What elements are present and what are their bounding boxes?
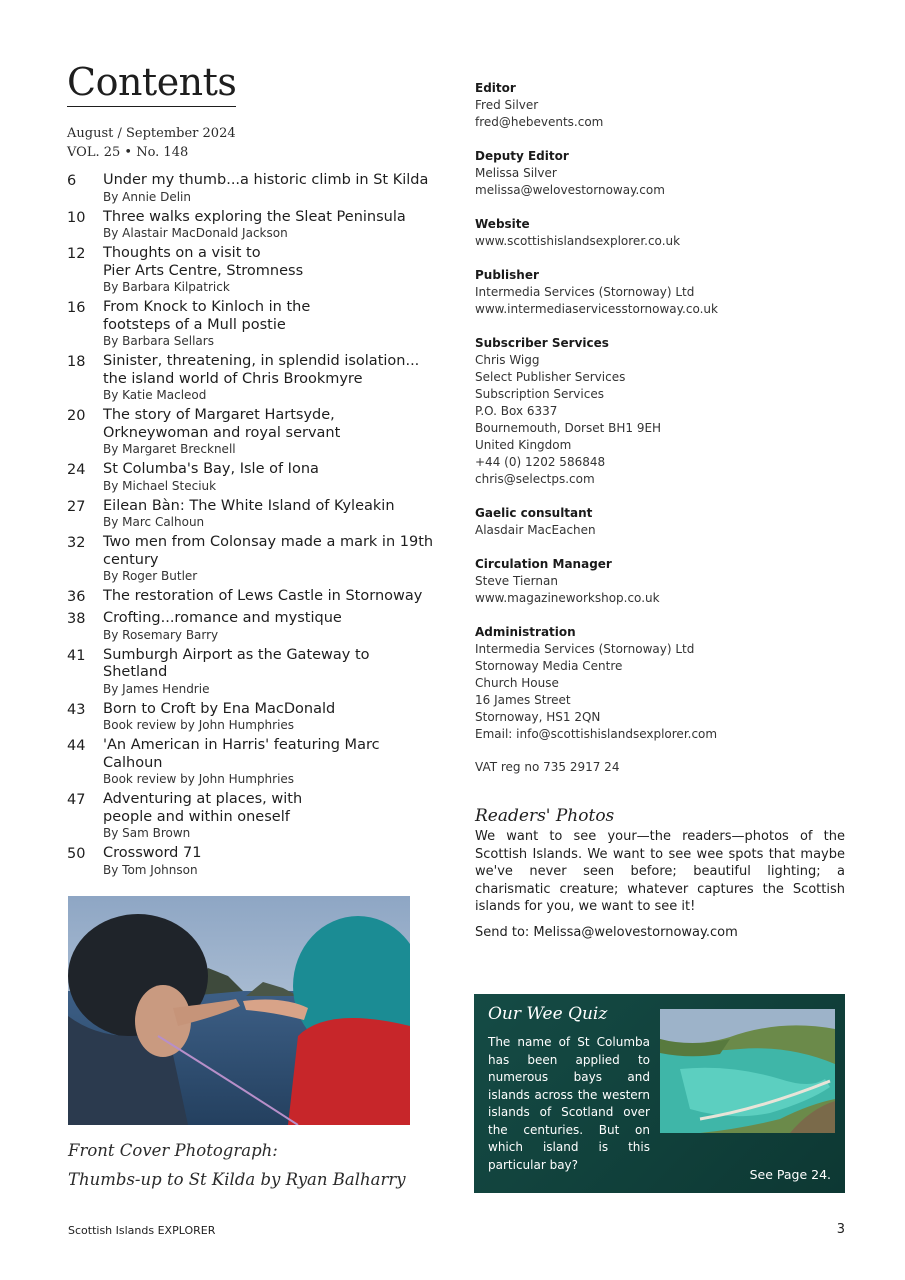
toc-entry-body: [103, 647, 437, 697]
toc-title: Sinister, threatening, in splendid isolation... the island world of Chris Brookmyre: [103, 353, 420, 387]
cover-caption: [68, 1136, 406, 1194]
quiz-title: Our Wee Quiz: [488, 1004, 608, 1024]
credit-line: Stornoway, HS1 2QN: [475, 710, 601, 724]
toc-entry: [67, 737, 437, 787]
toc-author: By Barbara Sellars: [103, 334, 214, 348]
toc-page-number: 32: [67, 535, 86, 551]
credit-line: fred@hebevents.com: [475, 115, 604, 129]
toc-title: Adventuring at places, with people and within oneself: [103, 791, 303, 825]
toc-page-number: 36: [67, 589, 86, 605]
toc-page-number: 27: [67, 498, 86, 515]
toc-page-number: 24: [67, 462, 86, 478]
toc-author: Book review by John Humphries: [103, 718, 295, 732]
credit-line: United Kingdom: [475, 438, 572, 452]
credit-line: melissa@welovestornoway.com: [475, 183, 665, 197]
toc-page-number: 50: [67, 846, 86, 862]
credit-line: Intermedia Services (Stornoway) Ltd: [475, 285, 695, 299]
cover-photo-image: [68, 896, 410, 1125]
credit-block: [475, 335, 845, 488]
credit-block: [475, 624, 845, 743]
toc-entry-body: [103, 498, 437, 531]
credit-line: Stornoway Media Centre: [475, 659, 623, 673]
credit-block: [475, 148, 845, 199]
toc-page-number: 43: [67, 701, 86, 718]
toc-page-number: 6: [67, 173, 77, 189]
credits-list: [475, 80, 845, 743]
credit-line: www.magazineworkshop.co.uk: [475, 591, 660, 605]
credit-line: Bournemouth, Dorset BH1 9EH: [475, 421, 662, 435]
toc-page-number: 16: [67, 300, 86, 316]
toc-entry-body: [103, 845, 437, 878]
toc-title: The story of Margaret Hartsyde, Orkneywoman and royal servant: [103, 407, 341, 441]
credit-heading: Administration: [475, 625, 576, 639]
credit-block: [475, 216, 845, 250]
credit-block: [475, 80, 845, 131]
toc-entry: [67, 701, 437, 734]
toc-author: By Roger Butler: [103, 569, 198, 583]
toc-page-number: 41: [67, 647, 86, 664]
toc-entry-body: [103, 737, 437, 787]
credit-line: P.O. Box 6337: [475, 404, 558, 418]
toc-page-number: 18: [67, 354, 86, 370]
readers-photos-body: We want to see your—the readers—photos of the Scottish Islands. We want to see wee spots that maybe we've never seen before; beautiful lighting; a charismatic creature; whatever captures the Scottish islands for you, we want to see it!: [475, 829, 845, 914]
toc-author: By Michael Steciuk: [103, 478, 217, 493]
toc-title: 'An American in Harris' featuring Marc Calhoun: [103, 737, 380, 771]
credit-heading: Deputy Editor: [475, 149, 569, 163]
table-of-contents: [67, 172, 437, 878]
toc-author: By Margaret Brecknell: [103, 442, 236, 456]
cover-photo: [68, 896, 410, 1125]
toc-title: Crofting...romance and mystique: [103, 610, 342, 626]
quiz-photo: [660, 1009, 835, 1133]
credit-line: Chris Wigg: [475, 353, 540, 367]
toc-entry: [67, 353, 437, 403]
toc-page-number: 10: [67, 209, 86, 226]
toc-entry: [67, 498, 437, 531]
credit-block: [475, 556, 845, 607]
toc-entry: [67, 845, 437, 878]
credit-heading: Circulation Manager: [475, 557, 612, 571]
credit-line: www.intermediaservicesstornoway.co.uk: [475, 302, 718, 316]
toc-entry: [67, 791, 437, 841]
credit-heading: Website: [475, 217, 530, 231]
toc-page-number: 12: [67, 246, 86, 262]
credit-line: Steve Tiernan: [475, 574, 558, 588]
credit-line: chris@selectps.com: [475, 472, 595, 486]
toc-entry-body: [103, 534, 437, 584]
toc-entry: [67, 588, 437, 606]
toc-entry-body: [103, 299, 437, 349]
toc-author: By Sam Brown: [103, 826, 191, 840]
toc-page-number: 38: [67, 611, 86, 627]
toc-title: Under my thumb...a historic climb in St Kilda: [103, 172, 429, 188]
toc-author: By Katie Macleod: [103, 388, 207, 402]
credit-block: [475, 267, 845, 318]
credit-heading: Publisher: [475, 268, 539, 282]
readers-send-to: Send to: Melissa@welovestornoway.com: [475, 924, 738, 940]
toc-title: Sumburgh Airport as the Gateway to Shetland: [103, 646, 370, 680]
toc-entry-body: [103, 407, 437, 457]
quiz-see-page: See Page 24.: [749, 1167, 831, 1182]
page-title: Contents: [67, 60, 236, 107]
toc-author: Book review by John Humphries: [103, 772, 295, 786]
toc-author: By Alastair MacDonald Jackson: [103, 226, 288, 240]
toc-entry-body: [103, 610, 437, 643]
credit-line: www.scottishislandsexplorer.co.uk: [475, 234, 681, 248]
toc-entry: [67, 245, 437, 295]
toc-author: By James Hendrie: [103, 681, 210, 696]
credit-line: Church House: [475, 676, 559, 690]
toc-page-number: 44: [67, 738, 86, 754]
toc-author: By Barbara Kilpatrick: [103, 280, 230, 294]
vat-number: VAT reg no 735 2917 24: [475, 760, 620, 774]
credit-line: 16 James Street: [475, 693, 571, 707]
toc-entry: [67, 461, 437, 494]
issue-info: [67, 124, 437, 162]
toc-title: The restoration of Lews Castle in Stornoway: [103, 588, 423, 604]
credit-line: Subscription Services: [475, 387, 604, 401]
toc-entry-body: [103, 245, 437, 295]
toc-title: From Knock to Kinloch in the footsteps of a Mull postie: [103, 299, 311, 333]
toc-author: By Annie Delin: [103, 189, 191, 204]
toc-entry: [67, 534, 437, 584]
toc-page-number: 47: [67, 792, 86, 808]
toc-entry: [67, 407, 437, 457]
toc-page-number: 20: [67, 408, 86, 424]
toc-title: Crossword 71: [103, 845, 202, 861]
toc-entry-body: [103, 461, 437, 494]
toc-title: Two men from Colonsay made a mark in 19th century: [103, 534, 434, 568]
toc-author: By Rosemary Barry: [103, 627, 219, 642]
toc-author: By Marc Calhoun: [103, 515, 205, 529]
toc-title: Eilean Bàn: The White Island of Kyleakin: [103, 497, 395, 514]
issue-volume: VOL. 25 • No. 148: [67, 145, 189, 160]
toc-entry: [67, 172, 437, 205]
credit-heading: Subscriber Services: [475, 336, 609, 350]
toc-title: Three walks exploring the Sleat Peninsula: [103, 208, 406, 225]
credits-column: [475, 80, 845, 774]
readers-photos-title: Readers' Photos: [475, 806, 615, 826]
quiz-bay-image: [660, 1009, 835, 1133]
credit-line: Email: info@scottishislandsexplorer.com: [475, 727, 718, 741]
credit-heading: Gaelic consultant: [475, 506, 593, 520]
toc-title: Born to Croft by Ena MacDonald: [103, 700, 336, 717]
quiz-box: [474, 994, 845, 1193]
toc-entry-body: [103, 701, 437, 734]
cover-caption-line1: Front Cover Photograph:: [68, 1141, 278, 1160]
toc-title: Thoughts on a visit to Pier Arts Centre, Stromness: [103, 245, 304, 279]
toc-entry-body: [103, 588, 437, 606]
contents-column: [67, 60, 437, 882]
toc-entry: [67, 299, 437, 349]
toc-entry: [67, 647, 437, 697]
toc-author: By Tom Johnson: [103, 862, 198, 877]
toc-entry-body: [103, 209, 437, 242]
credit-line: Intermedia Services (Stornoway) Ltd: [475, 642, 695, 656]
footer-publication: Scottish Islands EXPLORER: [68, 1224, 216, 1237]
issue-date: August / September 2024: [67, 126, 236, 141]
credit-heading: Editor: [475, 81, 516, 95]
credit-line: Select Publisher Services: [475, 370, 626, 384]
toc-entry-body: [103, 172, 437, 205]
readers-photos: [475, 806, 845, 941]
credit-line: Melissa Silver: [475, 166, 557, 180]
credit-line: +44 (0) 1202 586848: [475, 455, 606, 469]
quiz-body: The name of St Columba has been applied to numerous bays and islands across the western islands of Scotland over the centuries. But on which island is this particular bay?: [488, 1035, 650, 1172]
toc-entry: [67, 610, 437, 643]
credit-line: Alasdair MacEachen: [475, 523, 596, 537]
toc-entry-body: [103, 791, 437, 841]
cover-caption-line2: Thumbs-up to St Kilda by Ryan Balharry: [68, 1170, 406, 1189]
credit-line: Fred Silver: [475, 98, 539, 112]
toc-title: St Columba's Bay, Isle of Iona: [103, 461, 319, 477]
toc-entry: [67, 209, 437, 242]
page-number: 3: [836, 1222, 845, 1237]
toc-entry-body: [103, 353, 437, 403]
credit-block: [475, 505, 845, 539]
